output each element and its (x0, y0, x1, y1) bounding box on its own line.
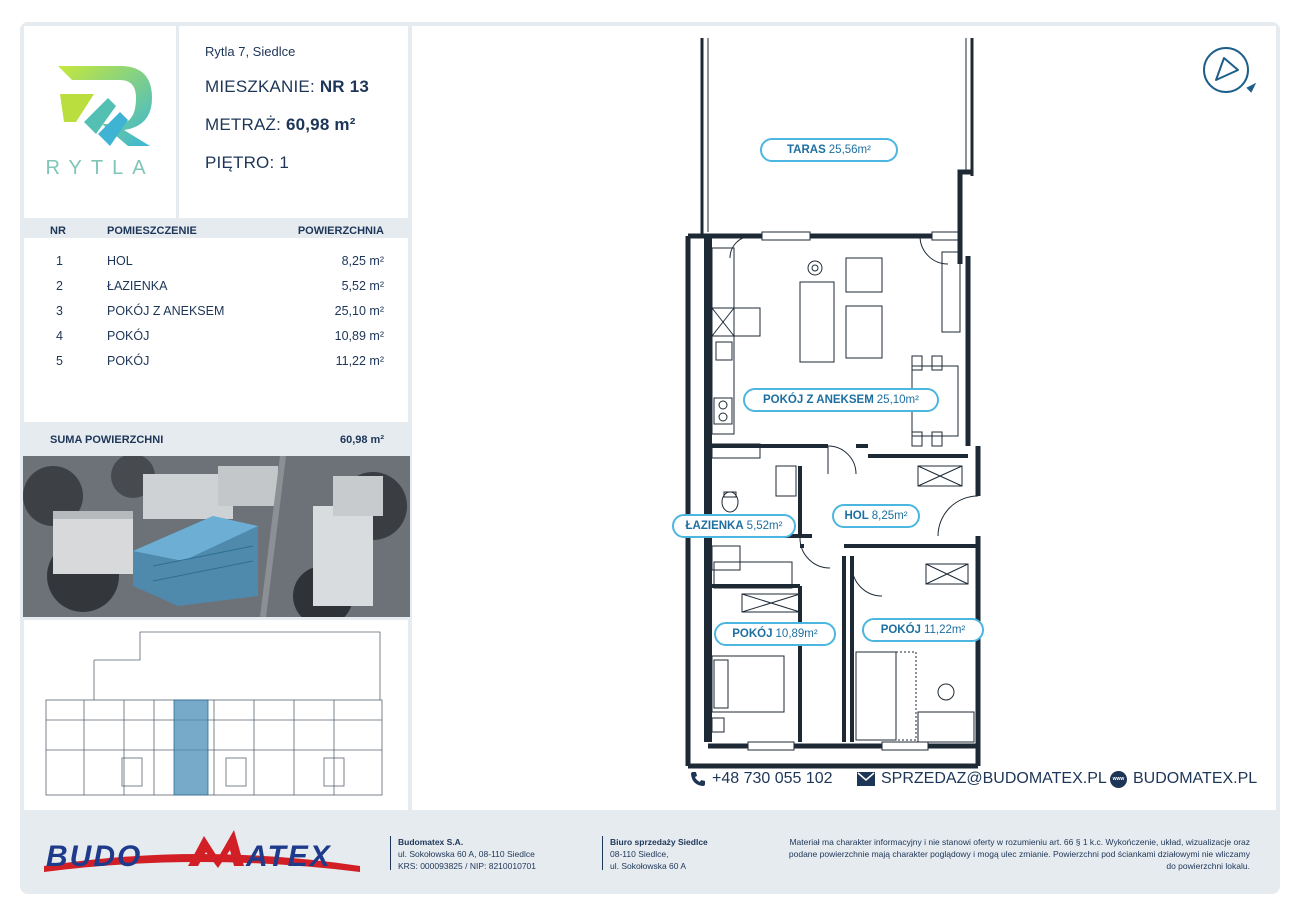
floor-plan-panel (412, 26, 1276, 810)
apartment-number: MIESZKANIE: NR 13 (205, 77, 370, 96)
label-lazienka: ŁAZIENKA 5,52m² (672, 514, 796, 538)
mail-icon (857, 772, 875, 786)
contact-phone[interactable]: +48 730 055 102 (690, 770, 833, 788)
label-taras: TARAS 25,56m² (760, 138, 898, 162)
col-room: POMIESZCZENIE (107, 225, 197, 237)
contact-email[interactable]: SPRZEDAZ@BUDOMATEX.PL (857, 770, 1107, 788)
col-area: POWIERZCHNIA (297, 225, 384, 237)
apartment-floor: PIĘTRO: 1 (205, 153, 290, 172)
table-row: 4 POKÓJ 10,89 m² (56, 329, 384, 343)
aerial-visualization (23, 456, 410, 617)
table-row: 2 ŁAZIENKA 5,52 m² (56, 279, 384, 293)
apartment-info (179, 26, 408, 218)
company-info: Budomatex S.A. ul. Sokołowska 60 A, 08-110 Siedlce KRS: 000093825 / NIP: 8210010701 (398, 837, 536, 871)
area-sum: SUMA POWIERZCHNI 60,98 m² (50, 434, 384, 446)
budomatex-logo (38, 822, 368, 887)
rooms-table (24, 238, 408, 422)
table-row: 5 POKÓJ 11,22 m² (56, 354, 384, 368)
phone-icon (690, 771, 706, 787)
contact-website[interactable]: www BUDOMATEX.PL (1110, 770, 1257, 788)
label-pokoj-5: POKÓJ 11,22m² (862, 618, 984, 642)
footer (20, 812, 1280, 894)
table-row: 1 HOL 8,25 m² (56, 254, 384, 268)
label-pokoj-4: POKÓJ 10,89m² (714, 622, 836, 646)
web-icon: www (1110, 771, 1127, 788)
sales-office: Biuro sprzedaży Siedlce 08-110 Siedlce, ul. Sokołowska 60 A (610, 837, 708, 871)
address: Rytla 7, Siedlce (205, 44, 296, 59)
brochure-sheet (20, 22, 1280, 894)
table-row: 3 POKÓJ Z ANEKSEM 25,10 m² (56, 304, 384, 318)
svg-text:ATEX: ATEX (246, 840, 332, 873)
label-hol: HOL 8,25m² (832, 504, 920, 528)
label-pokoj-z-aneksem: POKÓJ Z ANEKSEM 25,10m² (743, 388, 939, 412)
rytla-logo (24, 26, 176, 218)
apartment-area: METRAŻ: 60,98 m² (205, 115, 356, 134)
floor-location-plan (24, 620, 408, 810)
col-nr: NR (50, 225, 66, 237)
svg-text:BUDO: BUDO (46, 840, 143, 873)
disclaimer: Materiał ma charakter informacyjny i nie stanowi oferty w rozumieniu art. 66 § 1 k.c. Wykończenie, układ, wizualizacje oraz podane powierzchnie mają charakter poglądowy i mogą ulec zmianie. Powierzchni pod ściankami działowymi nie wliczamy do powierzchni lokalu. (788, 837, 1250, 871)
logo-text: RYTLA (45, 157, 155, 179)
